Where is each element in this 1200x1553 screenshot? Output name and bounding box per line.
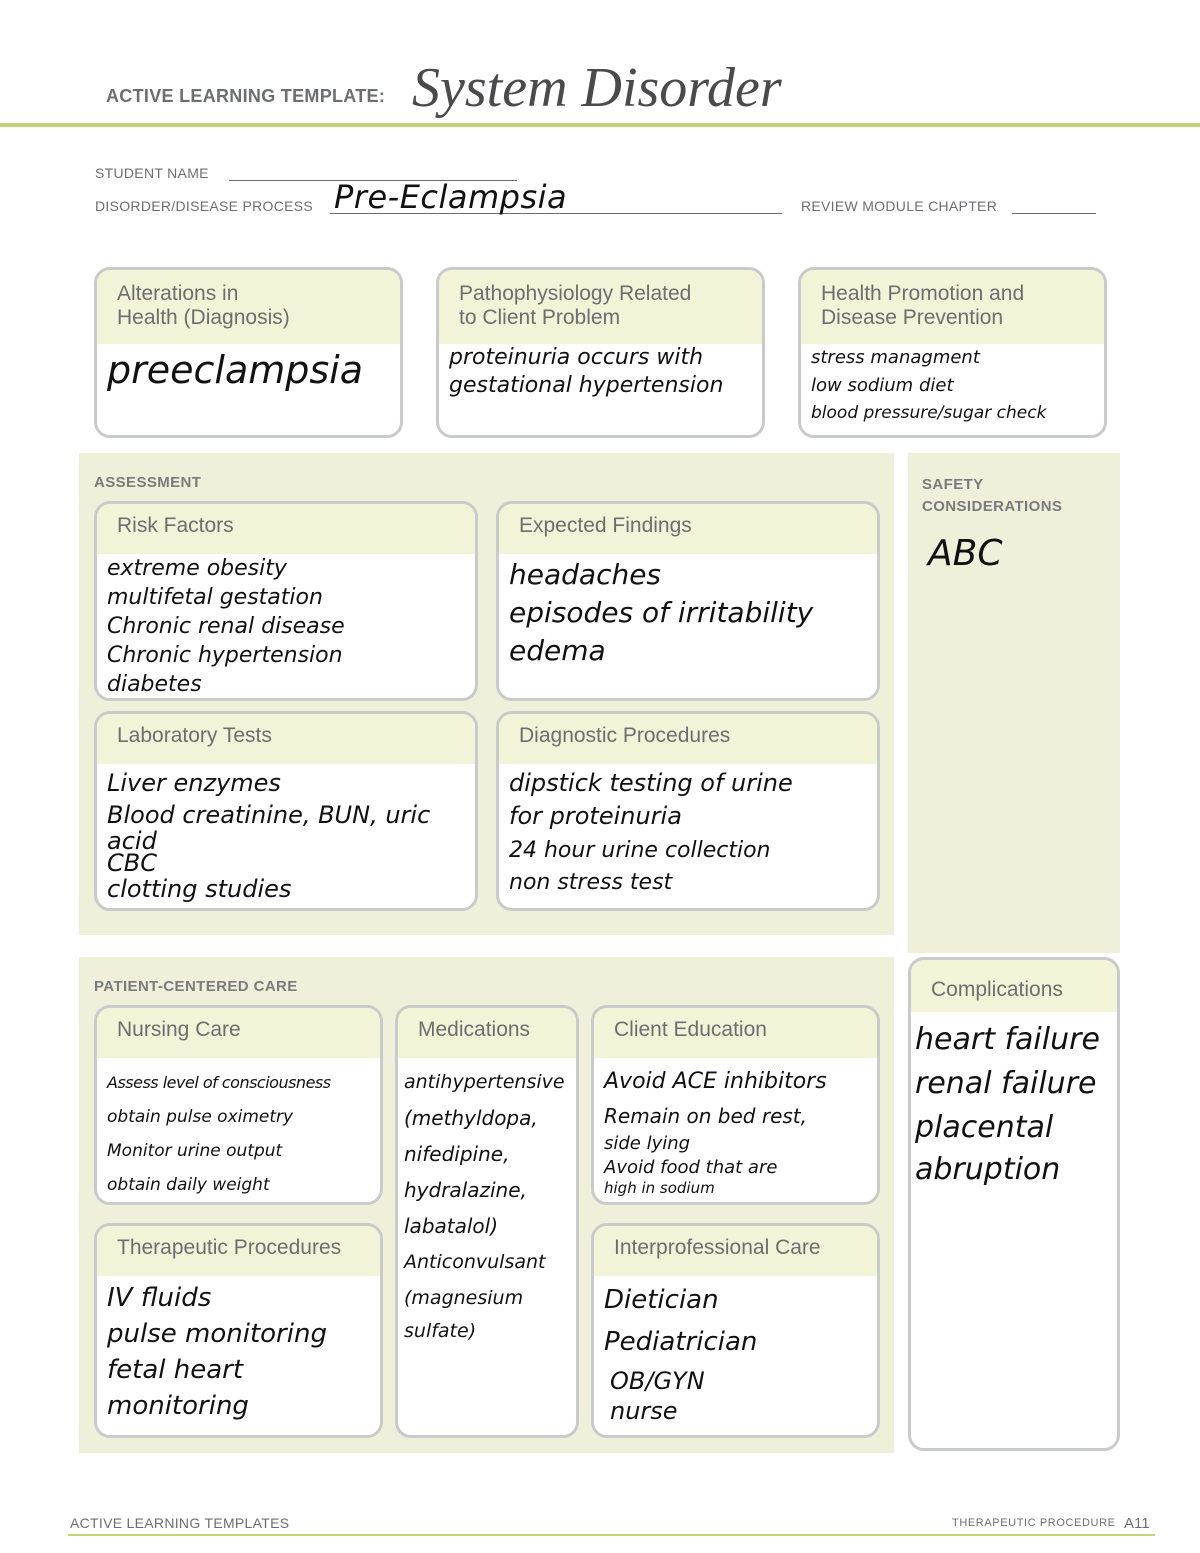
template-label: ACTIVE LEARNING TEMPLATE: xyxy=(106,86,386,106)
medication-line: sulfate) xyxy=(404,1320,477,1342)
risk-factor-line: extreme obesity xyxy=(107,556,287,581)
interprofessional-line: Pediatrician xyxy=(604,1327,758,1357)
health-promotion-line: blood pressure/sugar check xyxy=(811,403,1047,423)
client-education-line: Avoid food that are xyxy=(604,1157,778,1178)
lab-test-line: acid xyxy=(107,827,157,855)
alterations-title-2: Health (Diagnosis) xyxy=(117,306,290,329)
diagnostic-line: dipstick testing of urine xyxy=(509,769,793,797)
safety-title xyxy=(922,474,1062,518)
pathophysiology-line: gestational hypertension xyxy=(449,373,724,398)
interprofessional-care-box xyxy=(591,1223,880,1438)
health-promotion-title-2: Disease Prevention xyxy=(821,306,1004,329)
expected-finding-line: edema xyxy=(509,634,606,667)
expected-finding-line: episodes of irritability xyxy=(509,596,814,629)
health-promotion-line: low sodium diet xyxy=(811,375,954,396)
medications-box xyxy=(395,1005,579,1438)
pathophysiology-box xyxy=(436,267,765,438)
medications-header: Medications xyxy=(398,1008,576,1058)
risk-factors-box xyxy=(94,501,478,701)
header-divider xyxy=(0,123,1200,127)
disorder-value: Pre-Eclampsia xyxy=(334,178,568,216)
chapter-label: REVIEW MODULE CHAPTER xyxy=(801,198,998,214)
therapeutic-line: IV fluids xyxy=(107,1283,212,1313)
chapter-line[interactable] xyxy=(1012,213,1096,214)
lab-test-line: Liver enzymes xyxy=(107,769,281,797)
health-promotion-header xyxy=(801,270,1104,344)
diagnostic-procedures-header: Diagnostic Procedures xyxy=(499,714,877,764)
risk-factor-line: diabetes xyxy=(107,672,202,697)
risk-factor-line: multifetal gestation xyxy=(107,585,323,610)
footer-left-text: ACTIVE LEARNING TEMPLATES xyxy=(70,1515,290,1531)
health-promotion-line: stress managment xyxy=(811,347,980,368)
nursing-care-line: Monitor urine output xyxy=(107,1141,283,1161)
safety-value: ABC xyxy=(928,533,1003,574)
client-education-line: Avoid ACE inhibitors xyxy=(604,1069,827,1094)
health-promotion-box xyxy=(798,267,1107,438)
laboratory-tests-header: Laboratory Tests xyxy=(97,714,475,764)
alterations-header xyxy=(97,270,400,344)
student-name-label: STUDENT NAME xyxy=(95,165,209,181)
lab-test-line: CBC xyxy=(107,849,157,877)
interprofessional-line: OB/GYN xyxy=(610,1367,705,1395)
patient-care-title: PATIENT-CENTERED CARE xyxy=(94,978,298,995)
alterations-line: preeclampsia xyxy=(107,348,364,392)
diagnostic-procedures-box xyxy=(496,711,880,911)
template-title: System Disorder xyxy=(412,57,782,119)
nursing-care-line: obtain daily weight xyxy=(107,1175,270,1195)
expected-finding-line: headaches xyxy=(509,558,662,591)
risk-factor-line: Chronic hypertension xyxy=(107,643,343,668)
therapeutic-line: pulse monitoring xyxy=(107,1319,327,1349)
medication-line: Anticonvulsant xyxy=(404,1251,546,1273)
disorder-label: DISORDER/DISEASE PROCESS xyxy=(95,198,314,214)
medication-line: nifedipine, xyxy=(404,1142,510,1166)
interprofessional-line: nurse xyxy=(610,1397,678,1425)
medication-line: antihypertensive xyxy=(404,1071,565,1093)
therapeutic-procedures-header: Therapeutic Procedures xyxy=(97,1226,380,1276)
therapeutic-line: fetal heart xyxy=(107,1355,244,1385)
nursing-care-box xyxy=(94,1005,383,1205)
client-education-box xyxy=(591,1005,880,1205)
client-education-line: Remain on bed rest, xyxy=(604,1104,807,1128)
alterations-title-1: Alterations in xyxy=(117,282,239,305)
medication-line: labatalol) xyxy=(404,1214,499,1238)
page-number: A11 xyxy=(1124,1515,1150,1532)
medication-line: (magnesium xyxy=(404,1287,524,1309)
therapeutic-procedures-box xyxy=(94,1223,383,1438)
footer-divider xyxy=(68,1534,1155,1536)
diagnostic-line: for proteinuria xyxy=(509,802,682,830)
complications-header: Complications xyxy=(911,960,1117,1012)
complication-line: abruption xyxy=(915,1152,1061,1187)
health-promotion-title-1: Health Promotion and xyxy=(821,282,1025,305)
alterations-box xyxy=(94,267,403,438)
complications-box xyxy=(908,957,1120,1451)
safety-title-2: CONSIDERATIONS xyxy=(922,498,1063,515)
nursing-care-line: Assess level of consciousness xyxy=(107,1073,331,1092)
complication-line: placental xyxy=(915,1110,1054,1145)
diagnostic-line: 24 hour urine collection xyxy=(509,838,771,863)
interprofessional-line: Dietician xyxy=(604,1285,719,1315)
pathophysiology-title-1: Pathophysiology Related xyxy=(459,282,692,305)
expected-findings-box xyxy=(496,501,880,701)
medication-line: hydralazine, xyxy=(404,1178,527,1202)
assessment-title: ASSESSMENT xyxy=(94,474,202,491)
complication-line: heart failure xyxy=(915,1022,1100,1057)
medication-line: (methyldopa, xyxy=(404,1106,538,1130)
footer-right-text: THERAPEUTIC PROCEDURE xyxy=(952,1517,1116,1529)
safety-title-1: SAFETY xyxy=(922,476,984,493)
lab-test-line: clotting studies xyxy=(107,875,292,903)
client-education-header: Client Education xyxy=(594,1008,877,1058)
client-education-line: high in sodium xyxy=(604,1179,715,1197)
diagnostic-line: non stress test xyxy=(509,870,673,895)
laboratory-tests-box xyxy=(94,711,478,911)
pathophysiology-header xyxy=(439,270,762,344)
risk-factor-line: Chronic renal disease xyxy=(107,614,345,639)
nursing-care-line: obtain pulse oximetry xyxy=(107,1107,294,1127)
expected-findings-header: Expected Findings xyxy=(499,504,877,554)
pathophysiology-title-2: to Client Problem xyxy=(459,306,621,329)
complication-line: renal failure xyxy=(915,1066,1097,1101)
therapeutic-line: monitoring xyxy=(107,1391,249,1421)
client-education-line: side lying xyxy=(604,1133,691,1154)
nursing-care-header: Nursing Care xyxy=(97,1008,380,1058)
lab-test-line: Blood creatinine, BUN, uric xyxy=(107,801,431,829)
risk-factors-header: Risk Factors xyxy=(97,504,475,554)
pathophysiology-line: proteinuria occurs with xyxy=(449,345,704,370)
safety-panel xyxy=(908,523,1120,953)
interprofessional-care-header: Interprofessional Care xyxy=(594,1226,877,1276)
